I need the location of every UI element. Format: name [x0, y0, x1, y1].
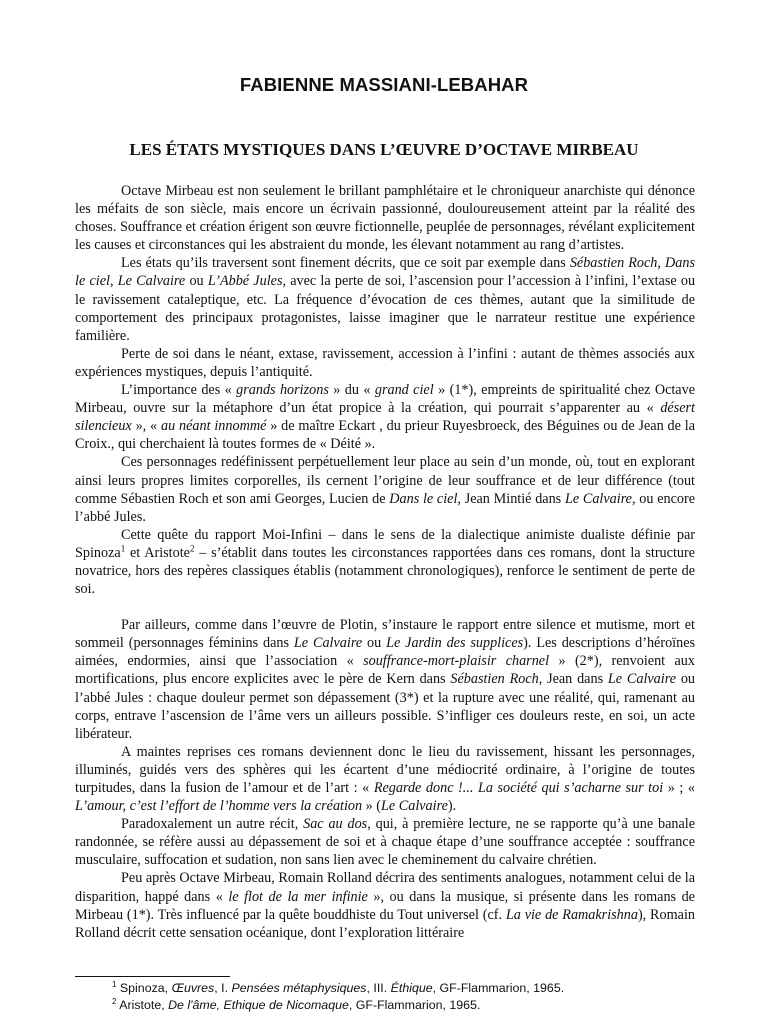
paragraph-10: Peu après Octave Mirbeau, Romain Rolland décrira des sentiments analogues, notamment celui de la disparition, happé dans « le flot de la mer infinie », ou dans la musique, si présente dans les romans de Mirbeau (1*). Très influencé par la quête bouddhiste du Tout universel (cf. La vie de Ramakrishna), Romain Rolland décrit cette sensation océanique, dont l’exploration littéraire: [75, 870, 695, 941]
paragraph-9: Paradoxalement un autre récit, Sac au dos, qui, à première lecture, ne se rapporte qu’à une banale randonnée, se réfère aussi au dépassement de soi et à chaque étape d’une souffrance acceptée : souffrance musculaire, suffocation et sudation, non sans lien avec le cheminement du calvaire chrétien.: [75, 816, 695, 869]
paragraph-6: Cette quête du rapport Moi-Infini – dans le sens de la dialectique animiste dualiste définie par Spinoza$^1$ et Aristote$^2$ – s’établit dans toutes les circonstances rapportées dans ces romans, dont la structure novatrice, hors des repères classiques établis (notamment chronologiques), renforce le sentiment de perte de soi.: [75, 526, 695, 598]
paragraph-8: A maintes reprises ces romans deviennent donc le lieu du ravissement, hissant les personnages, illuminés, guidés vers des sphères qui les écartent d’une médiocrité ordinaire, à l’origine de toutes turpitudes, dans la fusion de l’amour et de l’art : « Regarde donc !... La société qui s’acharne sur toi » ; « L’amour, c’est l’effort de l’homme vers la création » (Le Calvaire).: [75, 743, 695, 815]
footnote-2: $^2$ Aristote, De l'âme, Ethique de Nicomaque, GF-Flammarion, 1965.: [112, 996, 481, 1012]
author-name: FABIENNE MASSIANI-LEBAHAR: [239, 74, 529, 95]
paragraph-3: Perte de soi dans le néant, extase, ravissement, accession à l’infini : autant de thèmes associés aux expériences mystiques, depuis l’antiquité.: [75, 345, 695, 380]
paragraph-4: L’importance des « grands horizons » du « grand ciel » (1*), empreints de spiritualité chez Octave Mirbeau, ouvre sur la métaphore d’un état propice à la création, qui pourrait s’apparenter au « désert silencieux », « au néant innommé » de maître Eckart , du prieur Ruyesbroeck, des Béguines ou de Jean de la Croix., qui cherchaient là toutes formes de « Déité ».: [75, 382, 695, 453]
footnote-ref-2[interactable]: 2: [189, 543, 195, 554]
article-body: [75, 182, 695, 942]
paragraph-7: Par ailleurs, comme dans l’œuvre de Plotin, s’instaure le rapport entre silence et mutisme, mort et sommeil (personnages féminins dans Le Calvaire ou Le Jardin des supplices). Les descriptions d’héroïnes aimées, endormies, ainsi que l’association « souffrance-mort-plaisir charnel » (2*), renvoient aux mortifications, plus encore explicites avec le père de Kern dans Sébastien Roch, Jean dans Le Calvaire ou l’abbé Jules : chaque douleur permet son dépassement (3*) et la rupture avec une réalité, qui, ramenant au corps, entrave l’ascension de l’âme vers un ailleurs possible. S’infliger ces douleurs reste, en soi, un acte libérateur.: [75, 617, 696, 742]
paragraph-5: Ces personnages redéfinissent perpétuellement leur place au sein d’un monde, où, tout en explorant ainsi leurs propres limites corporelles, ils cernent l’origine de leur souffrance et de leur différence (tout comme Sébastien Roch et son ami Georges, Lucien de Dans le ciel, Jean Mintié dans Le Calvaire, ou encore l’abbé Jules.: [75, 454, 695, 525]
paragraph-1: Octave Mirbeau est non seulement le brillant pamphlétaire et le chroniqueur anarchiste qui dénonce les méfaits de son siècle, mais encore un écrivain passionné, douloureusement atteint par la réalité des choses. Souffrance et création érigent son œuvre fictionnelle, peuplée de personnages, révélant explicitement les causes et circonstances qui les abstraient du monde, les élevant notamment au rang d’artistes.: [75, 183, 695, 254]
footnotes: [112, 980, 712, 1014]
footnote-ref-1[interactable]: 1: [120, 543, 126, 554]
article-title: LES ÉTATS MYSTIQUES DANS L’ŒUVRE D’OCTAVE MIRBEAU: [129, 140, 639, 159]
footnote-1: $^1$ Spinoza, Œuvres, I. Pensées métaphysiques, III. Éthique, GF-Flammarion, 1965.: [112, 979, 565, 995]
footnote-separator: [75, 976, 230, 977]
paragraph-2: Les états qu’ils traversent sont finement décrits, que ce soit par exemple dans Sébastien Roch, Dans le ciel, Le Calvaire ou L’Abbé Jules, avec la perte de soi, l’ascension pour l’accession à l’infini, l’extase ou le ravissement cataleptique, etc. La fréquence d’évocation de ces thèmes, autant que la similitude de comportement des principaux protagonistes, laisse imaginer que le narrateur restitue une expérience familière.: [75, 255, 696, 344]
